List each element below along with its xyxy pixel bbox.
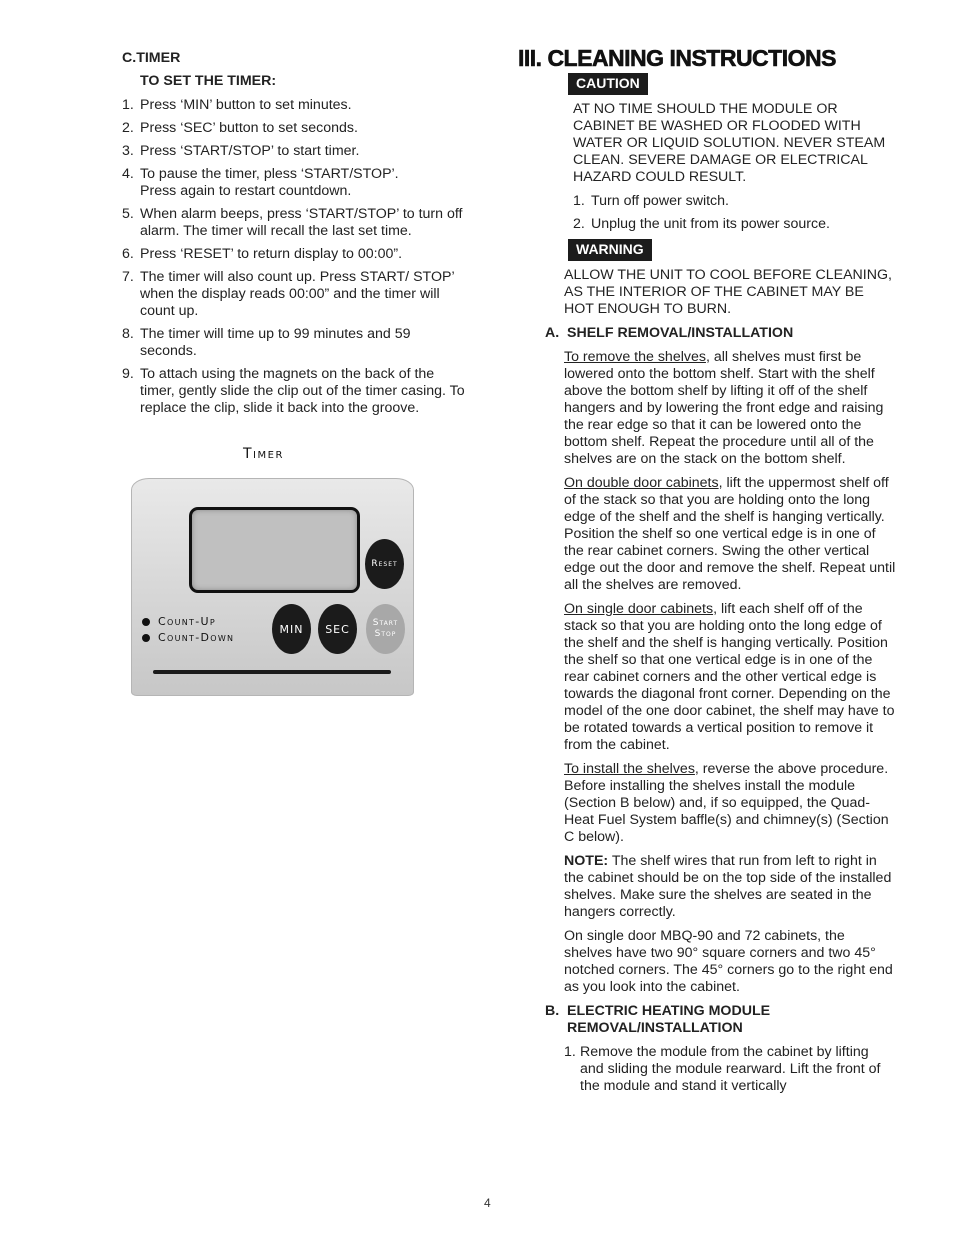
list-item: 9. To attach using the magnets on the back of the timer, gently slide the clip out of the timer casing. To replace the clip, slide it back into the groove.: [122, 366, 465, 416]
list-item: 1. Press ‘MIN’ button to set minutes.: [122, 97, 352, 113]
page-number: 4: [484, 1196, 491, 1210]
list-item: 6. Press ‘RESET’ to return display to 00:00”.: [122, 246, 403, 262]
timer-figure-caption: Timer: [243, 446, 284, 462]
warning-text: ALLOW THE UNIT TO COOL BEFORE CLEANING, AS THE INTERIOR OF THE CABINET MAY BE HOT ENOUGH TO BURN.: [564, 267, 892, 317]
pre-cleaning-steps-list: [573, 193, 896, 233]
list-item: 8. The timer will time up to 99 minutes and 59 seconds.: [122, 326, 411, 359]
cleaning-instructions-section: [518, 45, 896, 1101]
double-door-paragraph: On double door cabinets, lift the uppermost shelf off of the stack so that you are holding onto the long edge of the shelf and the shelf is hanging vertically. Position the shelf so one vertical edge is in one of the rear cabinet corners. Swing the other vertical edge out the door and remove the shelf. Repeat until all the shelves are removed.: [564, 475, 896, 593]
list-item: 1. Remove the module from the cabinet by lifting and sliding the module rearward. Lift the front of the module and stand it vertically: [564, 1044, 881, 1094]
timer-steps-list: [122, 97, 467, 417]
set-timer-subheading: TO SET THE TIMER:: [140, 73, 277, 89]
timer-device-illustration: [131, 478, 414, 696]
mbq-cabinets-paragraph: On single door MBQ-90 and 72 cabinets, the shelves have two 90° square corners and two 45° notched corners. The 45° corners go to the right end as you look into the cabinet.: [564, 928, 893, 995]
module-removal-steps-list: [564, 1044, 896, 1095]
timer-display: [189, 507, 360, 593]
section-a-body: [564, 349, 896, 996]
count-down-indicator: Count-Down: [142, 631, 234, 644]
section-b-heading: B. ELECTRIC HEATING MODULE REMOVAL/INSTALLATION: [545, 1003, 771, 1036]
sec-button: SEC: [318, 604, 357, 654]
install-shelves-paragraph: To install the shelves, reverse the above procedure. Before installing the shelves install the module (Section B below) and, if so equipped, the Quad-Heat Fuel System baffle(s) and chimney(s) (Section C below).: [564, 761, 889, 845]
list-item: 2. Unplug the unit from its power source.: [573, 216, 830, 232]
min-button: MIN: [272, 604, 311, 654]
warning-badge: WARNING: [568, 239, 652, 261]
list-item: 2. Press ‘SEC’ button to set seconds.: [122, 120, 358, 136]
timer-section-heading: C.TIMER: [122, 50, 181, 66]
list-item: 4. To pause the timer, pless ‘START/STOP’. Press again to restart countdown.: [122, 166, 399, 199]
count-up-indicator: Count-Up: [142, 615, 216, 628]
page-title: III. CLEANING INSTRUCTIONS: [518, 45, 836, 71]
indicator-dot-icon: [142, 634, 150, 642]
timer-section: [122, 50, 467, 423]
list-item: 7. The timer will also count up. Press START/ STOP’ when the display reads 00:00” and the timer will count up.: [122, 269, 455, 319]
caution-badge: CAUTION: [568, 73, 648, 95]
list-item: 3. Press ‘START/STOP’ to start timer.: [122, 143, 360, 159]
caution-text: AT NO TIME SHOULD THE MODULE OR CABINET BE WASHED OR FLOODED WITH WATER OR LIQUID SOLUTION. NEVER STEAM CLEAN. SEVERE DAMAGE OR ELECTRICAL HAZARD COULD RESULT.: [573, 101, 886, 185]
list-item: 5. When alarm beeps, press ‘START/STOP’ to turn off alarm. The timer will recall the last set time.: [122, 206, 463, 239]
list-item: 1. Turn off power switch.: [573, 193, 729, 209]
indicator-dot-icon: [142, 618, 150, 626]
start-stop-button: Start Stop: [366, 604, 405, 654]
remove-shelves-paragraph: To remove the shelves, all shelves must first be lowered onto the bottom shelf. Start with the shelf above the bottom shelf by lifting it off of the shelf hangers and by lowering the front edge and raising the rear edge so that it can be lowered onto the bottom shelf. Repeat the procedure until all of the shelves are on the stack on the bottom shelf.: [564, 349, 884, 467]
timer-groove-line: [153, 670, 391, 674]
single-door-paragraph: On single door cabinets, lift each shelf off of the stack so that you are holding onto the long edge of the shelf and the shelf is hanging vertically. Position the shelf so that one vertical edge is in one of the rear cabinet corners and the other vertical edge is towards the diagonal front corner. Depending on the model of the one door cabinet, the shelf may have to be rotated towards a vertical position to remove it from the cabinet.: [564, 601, 895, 753]
section-a-heading: A. SHELF REMOVAL/INSTALLATION: [545, 325, 794, 341]
reset-button: Reset: [365, 539, 404, 589]
note-paragraph: NOTE: The shelf wires that run from left to right in the cabinet should be on the top side of the installed shelves. Make sure the shelves are seated in the hangers correctly.: [564, 853, 892, 920]
